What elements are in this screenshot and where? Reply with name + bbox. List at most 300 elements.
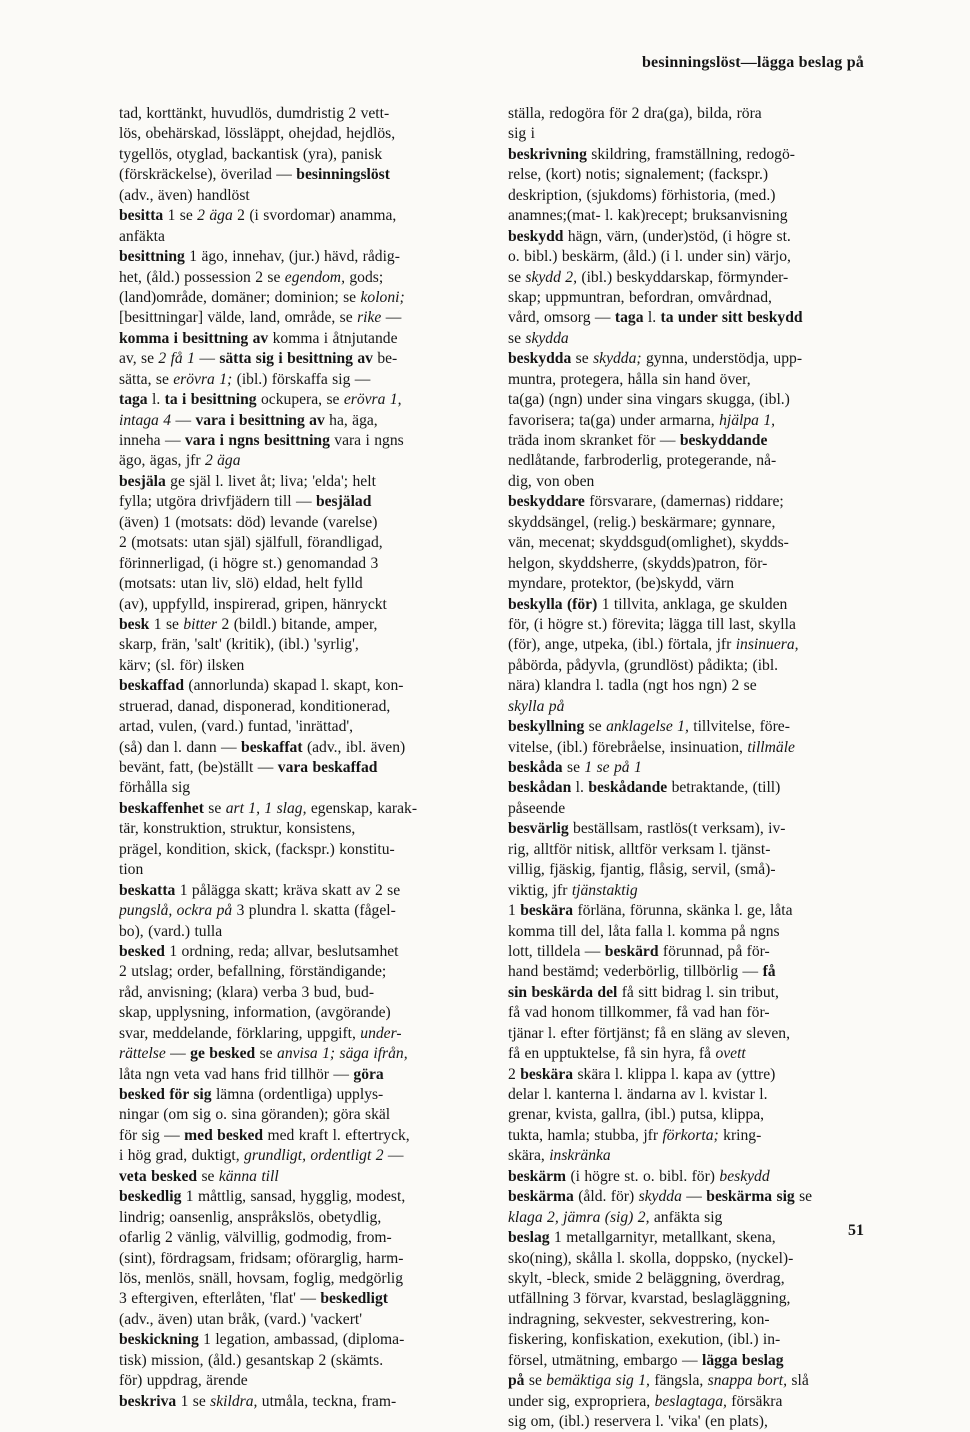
definition-text: (land)område, domäner; dominion; se: [119, 288, 361, 306]
definition-text: favorisera; ta(ga) under armarna,: [508, 411, 720, 429]
definition-text: l.: [643, 309, 661, 327]
running-head: besinningslöst—lägga beslag på: [641, 54, 864, 71]
cross-reference: skildra,: [210, 1392, 258, 1410]
text-line: [508, 799, 865, 819]
definition-text: helgon, skyddsherre, (skydds)patron, för-: [508, 554, 768, 572]
cross-reference: beskydd: [719, 1167, 770, 1185]
definition-text: fiskering, konfiskation, exekution, (ibl.) in-: [508, 1331, 781, 1349]
headword: beskriva: [119, 1392, 177, 1410]
text-line: [508, 922, 865, 942]
headword: beskydda: [508, 350, 572, 368]
headword: beskaffad: [119, 677, 184, 695]
definition-text: gynna, understödja, upp-: [641, 350, 803, 368]
text-line: [119, 165, 477, 185]
definition-text: ofarlig 2 vänlig, välvillig, godmodig, from-: [119, 1229, 392, 1247]
definition-text: sig i: [508, 125, 535, 143]
definition-text: [besittningar] välde, land, område, se: [119, 309, 358, 327]
text-line: [119, 1085, 477, 1105]
definition-text: slå: [787, 1372, 809, 1390]
definition-text: av, se: [119, 350, 159, 368]
cross-reference: erövra 1;: [173, 370, 233, 388]
definition-text: försäkra: [726, 1392, 783, 1410]
definition-text: viktig, jfr: [508, 881, 572, 899]
text-line: [119, 574, 477, 594]
definition-text: se: [255, 1045, 278, 1063]
definition-text: sätta, se: [119, 370, 174, 388]
text-line: [508, 860, 865, 880]
headword: beskådan: [508, 779, 572, 797]
text-line: [508, 533, 865, 553]
text-line: [119, 308, 477, 328]
headword: veta besked: [119, 1167, 198, 1185]
text-line: [119, 513, 477, 533]
text-line: [119, 1044, 477, 1064]
definition-text: se: [508, 329, 526, 347]
definition-text: ockupera, se: [256, 391, 344, 409]
headword: lägga beslag: [702, 1351, 784, 1369]
definition-text: kring-: [718, 1126, 762, 1144]
cross-reference: rike: [357, 309, 382, 327]
right-column: [508, 104, 865, 1432]
headword: på: [508, 1372, 525, 1390]
text-line: [119, 1126, 477, 1146]
text-line: [119, 922, 477, 942]
headword: beskära: [520, 1065, 574, 1083]
headword: taga: [614, 309, 644, 327]
text-line: [508, 1228, 865, 1248]
headword: beskådande: [588, 779, 668, 797]
text-line: [119, 186, 477, 206]
definition-text: anamnes;(mat- l. kak)recept; bruksanvisning: [508, 207, 788, 225]
definition-text: 1 legation, ambassad, (diploma-: [198, 1331, 405, 1349]
definition-text: 2 (motsats: utan själ) själfull, förandligad,: [119, 534, 383, 552]
definition-text: förunnad, på för-: [658, 942, 770, 960]
definition-text: 1 se: [176, 1392, 211, 1410]
text-line: [119, 472, 477, 492]
definition-text: 1 ägo, innehav, (jur.) hävd, rådig-: [184, 248, 400, 266]
text-line: [508, 411, 865, 431]
text-line: [508, 472, 865, 492]
definition-text: —: [681, 1188, 707, 1206]
headword: taga: [119, 391, 148, 409]
text-line: [508, 1003, 865, 1023]
text-line: [119, 595, 477, 615]
definition-text: vän, mecenat; skyddsgud(omlighet), skydds-: [508, 534, 789, 552]
text-line: [508, 1249, 865, 1269]
cross-reference: koloni;: [360, 288, 405, 306]
definition-text: l.: [147, 391, 165, 409]
definition-text: beställsam, rastlös(t verksam), iv-: [568, 820, 786, 838]
definition-text: —: [383, 1147, 404, 1165]
cross-reference: art 1, 1 slag,: [225, 799, 307, 817]
definition-text: tukta, hamla; stubba, jfr: [508, 1126, 663, 1144]
headword: beskärma: [508, 1188, 574, 1206]
definition-text: vitelse, (ibl.) förebråelse, insinuation,: [508, 738, 748, 756]
definition-text: dig, von oben: [508, 472, 595, 490]
text-line: [508, 595, 865, 615]
definition-text: med kraft l. eftertryck,: [263, 1126, 410, 1144]
definition-text: (i högre st. o. bibl. för): [566, 1167, 720, 1185]
text-line: [508, 1310, 865, 1330]
cross-reference: ovett: [715, 1045, 746, 1063]
definition-text: hand bestämd; vederbörlig, tillbörlig —: [508, 963, 763, 981]
definition-text: låta ngn veta vad hans frid tillhör —: [119, 1065, 354, 1083]
text-line: [119, 1289, 477, 1309]
definition-text: lös, menlös, snäll, hovsam, foglig, medgörlig: [119, 1269, 404, 1287]
text-line: [508, 145, 865, 165]
text-line: [119, 881, 477, 901]
cross-reference: förkorta;: [662, 1126, 719, 1144]
text-line: [119, 840, 477, 860]
headword: göra: [353, 1065, 384, 1083]
definition-text: 2 (bildl.) bitande, amper,: [217, 615, 378, 633]
definition-text: se: [794, 1188, 813, 1206]
text-line: [119, 901, 477, 921]
definition-text: 3 plundra l. skatta (fågel-: [232, 902, 396, 920]
text-line: [508, 881, 865, 901]
headword: beskedlig: [119, 1188, 182, 1206]
definition-text: skarp, frän, 'salt' (kritik), (ibl.) 'syrlig',: [119, 636, 359, 654]
text-line: [508, 962, 865, 982]
definition-text: för sig —: [119, 1126, 185, 1144]
cross-reference: grundligt, ordentligt 2: [244, 1147, 384, 1165]
definition-text: lott, tilldela —: [508, 942, 605, 960]
cross-reference: tillmäle: [747, 738, 795, 756]
headword: besitta: [119, 207, 164, 225]
text-line: [508, 1044, 865, 1064]
cross-reference: insinuera,: [735, 636, 799, 654]
definition-text: lös, obehärskad, lössläppt, ohejdad, hejdlös,: [119, 125, 396, 143]
text-line: [508, 635, 865, 655]
headword: beskickning: [119, 1331, 199, 1349]
text-line: [119, 431, 477, 451]
definition-text: 1 måttlig, sansad, hygglig, modest,: [181, 1188, 406, 1206]
definition-text: (sint), fördragsam, fridsam; oförarglig, harm-: [119, 1249, 404, 1267]
text-line: [119, 635, 477, 655]
definition-text: ningar (om sig o. sina göranden); göra skäl: [119, 1106, 391, 1124]
definition-text: 1: [508, 902, 521, 920]
headword: sätta sig i besittning av: [219, 350, 373, 368]
text-line: [119, 370, 477, 390]
text-line: [508, 1371, 865, 1391]
definition-text: delar l. kanterna l. ändarna av l. kvistar l.: [508, 1086, 768, 1103]
definition-text: för, (i högre st.) förevita; lägga till last, skylla: [508, 615, 796, 633]
text-line: [119, 104, 477, 124]
text-line: [119, 778, 477, 798]
definition-text: betraktande, (till): [667, 779, 781, 797]
definition-text: skyddsängel, (relig.) beskärmare; gynnare,: [508, 513, 776, 531]
definition-text: 2 (i svordomar) anamma,: [232, 207, 397, 225]
definition-text: —: [165, 1045, 191, 1063]
headword: beslag: [508, 1229, 550, 1247]
definition-text: het, (åld.) possession 2 se: [119, 268, 285, 286]
definition-text: tygellös, otyglad, backantisk (yra), panisk: [119, 145, 383, 163]
headword: besinningslöst: [296, 166, 390, 184]
text-line: [119, 697, 477, 717]
definition-text: gods;: [344, 268, 384, 286]
definition-text: se: [524, 1372, 547, 1390]
definition-text: se: [508, 268, 526, 286]
definition-text: rig, alltför nitisk, alltför verksam l. tjänst-: [508, 840, 771, 858]
definition-text: ha, äga,: [324, 411, 378, 429]
definition-text: skap, upplysning, information, (avgörande): [119, 1004, 391, 1022]
text-line: [119, 942, 477, 962]
text-line: [508, 390, 865, 410]
text-line: [119, 451, 477, 471]
text-line: [508, 901, 865, 921]
text-line: [119, 1228, 477, 1248]
cross-reference: rättelse: [119, 1045, 166, 1063]
text-line: [508, 1208, 865, 1228]
definition-text: se: [571, 350, 594, 368]
definition-text: under sig, expropriera,: [508, 1392, 655, 1410]
definition-text: bevänt, fatt, (be)ställt —: [119, 759, 278, 776]
text-line: [508, 1065, 865, 1085]
definition-text: (av), uppfylld, inspirerad, gripen, hänryckt: [119, 595, 387, 613]
text-line: [508, 1351, 865, 1371]
text-line: [508, 738, 865, 758]
definition-text: —: [171, 411, 196, 429]
cross-reference: snappa bort,: [707, 1372, 788, 1390]
cross-reference: skydda;: [593, 350, 642, 368]
definition-text: för) uppdrag, ärende: [119, 1372, 248, 1390]
text-line: [508, 1105, 865, 1125]
definition-text: svar, meddelande, förklaring, uppgift,: [119, 1024, 361, 1042]
cross-reference: under-: [360, 1024, 402, 1042]
headword: beskrivning: [508, 145, 587, 163]
headword: ta under sitt beskydd: [660, 309, 803, 327]
definition-text: komma i åtnjutande: [268, 329, 398, 347]
text-line: [508, 1330, 865, 1350]
headword: beskedligt: [320, 1290, 388, 1308]
definition-text: tisk) mission, (åld.) gesantskap 2 (skämts.: [119, 1351, 384, 1369]
definition-text: (förskräckelse), överilad —: [119, 166, 297, 184]
text-line: [508, 615, 865, 635]
text-line: [508, 349, 865, 369]
definition-text: vara i ngns: [329, 432, 404, 449]
definition-text: villig, fjäskig, fjantig, flåsig, servil, (små)-: [508, 861, 776, 879]
text-line: [119, 1392, 477, 1412]
definition-text: prägel, kondition, skick, (fackspr.) konstitu-: [119, 840, 395, 858]
cross-reference: bitter: [183, 615, 218, 633]
text-line: [119, 819, 477, 839]
definition-text: lindrig; oansenlig, anspråkslös, obetydlig,: [119, 1208, 382, 1226]
text-line: [508, 942, 865, 962]
definition-text: inneha —: [119, 432, 185, 449]
text-line: [119, 1310, 477, 1330]
text-line: [508, 124, 865, 144]
cross-reference: 2 äga: [197, 207, 233, 225]
definition-text: utfällning 3 förvar, kvarstad, beslagläggning,: [508, 1290, 791, 1308]
headword: beskyddande: [679, 432, 768, 449]
definition-text: se: [562, 759, 585, 776]
text-line: [508, 492, 865, 512]
headword: beskydd: [508, 227, 564, 245]
definition-text: indragning, sekvester, sekvestrering, kon-: [508, 1310, 770, 1328]
headword: beskärd: [604, 942, 659, 960]
headword: besk: [119, 615, 150, 633]
definition-text: vård, omsorg —: [508, 309, 615, 327]
definition-text: i hög grad, duktigt,: [119, 1147, 245, 1165]
text-line: [119, 983, 477, 1003]
definition-text: —: [194, 350, 220, 368]
definition-text: nedlåtande, farbroderlig, protegerande, nå-: [508, 452, 777, 470]
cross-reference: anvisa 1; säga ifrån,: [277, 1045, 408, 1063]
definition-text: skylt, -bleck, smide 2 beläggning, överdrag,: [508, 1269, 785, 1287]
definition-text: (även) 1 (motsats: död) levande (varelse): [119, 513, 378, 531]
definition-text: kärv; (sl. för) ilsken: [119, 656, 245, 674]
text-line: [508, 308, 865, 328]
cross-reference: hjälpa 1,: [719, 411, 776, 429]
text-line: [508, 819, 865, 839]
headword: besjälad: [315, 493, 372, 511]
headword: med besked: [184, 1126, 264, 1144]
definition-text: (motsats: utan liv, slö) eldad, helt fylld: [119, 575, 363, 593]
text-line: [119, 1330, 477, 1350]
definition-text: tär, konstruktion, struktur, konsistens,: [119, 820, 356, 838]
headword: vara i besittning av: [195, 411, 325, 429]
cross-reference: 2 äga: [204, 452, 241, 470]
headword: beskyllning: [508, 718, 585, 736]
text-line: [508, 268, 865, 288]
text-line: [119, 247, 477, 267]
text-line: [508, 1269, 865, 1289]
text-line: [508, 1167, 865, 1187]
definition-text: artad, vulen, (vard.) funtad, 'inrättad',: [119, 718, 354, 736]
definition-text: påbörda, pådyvla, (grundlöst) pådikta; (ibl.: [508, 656, 779, 674]
definition-text: skildring, framställning, redogö-: [586, 145, 795, 163]
headword: vara i ngns besittning: [184, 432, 330, 449]
definition-text: se: [197, 1167, 219, 1185]
headword: beskaffat: [241, 738, 303, 756]
text-line: [508, 370, 865, 390]
definition-text: nära) klandra l. tadla (ngt hos ngn) 2 se: [508, 677, 757, 695]
definition-text: ägo, ägas, jfr: [119, 452, 205, 470]
text-line: [119, 533, 477, 553]
definition-text: tjänar l. efter förtjänst; få en släng av sleven,: [508, 1024, 790, 1042]
definition-text: sig om, (ibl.) reservera l. 'vika' (en plats),: [508, 1413, 768, 1430]
definition-text: tillvitelse, före-: [688, 718, 790, 736]
text-line: [119, 656, 477, 676]
definition-text: få en upptuktelse, få sin hyra, få: [508, 1045, 716, 1063]
text-line: [119, 390, 477, 410]
definition-text: utmåla, teckna, fram-: [257, 1392, 397, 1410]
text-line: [508, 1187, 865, 1207]
text-line: [508, 758, 865, 778]
text-line: [119, 124, 477, 144]
headword: ta i besittning: [164, 391, 257, 409]
definition-text: anfäkta: [119, 227, 165, 245]
text-line: [508, 778, 865, 798]
definition-text: l.: [571, 779, 589, 797]
text-line: [119, 554, 477, 574]
definition-text: o. bibl.) beskärm, (åld.) (i l. under sin) värjo,: [508, 248, 791, 266]
text-line: [119, 1187, 477, 1207]
definition-text: (ibl.) beskyddarskap, förmynder-: [577, 268, 789, 286]
text-line: [508, 574, 865, 594]
cross-reference: anklagelse 1,: [606, 718, 689, 736]
definition-text: —: [381, 309, 402, 327]
headword: beskära: [520, 902, 574, 920]
headword: beskyddare: [508, 493, 585, 511]
text-line: [119, 758, 477, 778]
definition-text: (adv., även) utan bråk, (vard.) 'vackert': [119, 1310, 363, 1328]
definition-text: be-: [372, 350, 398, 368]
definition-text: råd, anvisning; (klara) verba 3 bud, bud-: [119, 983, 375, 1001]
text-line: [508, 206, 865, 226]
text-line: [119, 615, 477, 635]
text-line: [119, 1105, 477, 1125]
definition-text: muntra, protegera, hålla sin hand över,: [508, 370, 751, 388]
cross-reference: skydda: [638, 1188, 682, 1206]
headword: besked för sig: [119, 1086, 212, 1103]
cross-reference: tjänstaktig: [571, 881, 638, 899]
definition-text: 1 metallgarnityr, metallkant, skena,: [549, 1229, 776, 1247]
definition-text: förinnerligad, (i högre st.) genomandad 3: [119, 554, 379, 572]
definition-text: ta(ga) (ngn) under sina vingars skugga, (ibl.): [508, 391, 790, 409]
text-line: [508, 1412, 865, 1432]
text-line: [508, 247, 865, 267]
text-line: [119, 1269, 477, 1289]
definition-text: (ibl.) förskaffa sig —: [232, 370, 371, 388]
definition-text: 2: [508, 1065, 521, 1083]
definition-text: 2 utslag; order, befallning, förständigande;: [119, 963, 387, 981]
text-line: [119, 227, 477, 247]
definition-text: försel, utmätning, embargo —: [508, 1351, 702, 1369]
headword: beskärm: [508, 1167, 567, 1185]
text-line: [508, 431, 865, 451]
text-line: [508, 1392, 865, 1412]
text-line: [119, 860, 477, 880]
text-line: [119, 1003, 477, 1023]
definition-text: se: [203, 799, 226, 817]
cross-reference: klaga 2, jämra (sig) 2,: [508, 1208, 650, 1226]
text-line: [508, 840, 865, 860]
definition-text: anfäkta sig: [649, 1208, 723, 1226]
definition-text: tad, korttänkt, huvudlös, dumdristig 2 vett-: [119, 105, 390, 122]
definition-text: skära l. klippa l. kapa av (yttre): [573, 1065, 776, 1083]
definition-text: (så) dan l. dann —: [119, 738, 242, 756]
headword: besjäla: [119, 472, 166, 490]
definition-text: tion: [119, 861, 144, 879]
headword: besked: [119, 942, 165, 960]
definition-text: 1 se: [163, 207, 198, 225]
text-line: [119, 206, 477, 226]
cross-reference: 2 få 1: [158, 350, 195, 368]
text-line: [119, 1208, 477, 1228]
cross-reference: egendom,: [284, 268, 345, 286]
text-line: [119, 1351, 477, 1371]
text-line: [508, 1126, 865, 1146]
text-line: [119, 145, 477, 165]
definition-text: fängsla,: [649, 1372, 708, 1390]
cross-reference: inskränka: [549, 1147, 611, 1165]
text-line: [119, 492, 477, 512]
definition-text: komma till del, låta falla l. komma på ngns: [508, 922, 780, 940]
cross-reference: intaga 4: [119, 411, 172, 429]
text-line: [119, 717, 477, 737]
definition-text: påseende: [508, 799, 566, 817]
definition-text: 1 tillvita, anklaga, ge skulden: [597, 595, 788, 613]
cross-reference: känna till: [218, 1167, 279, 1185]
definition-text: ge själ l. livet åt; liva; 'elda'; helt: [165, 472, 376, 490]
text-line: [508, 1024, 865, 1044]
text-line: [508, 697, 865, 717]
text-line: [119, 1146, 477, 1166]
text-line: [119, 1024, 477, 1044]
definition-text: skära,: [508, 1147, 550, 1165]
text-line: [508, 513, 865, 533]
